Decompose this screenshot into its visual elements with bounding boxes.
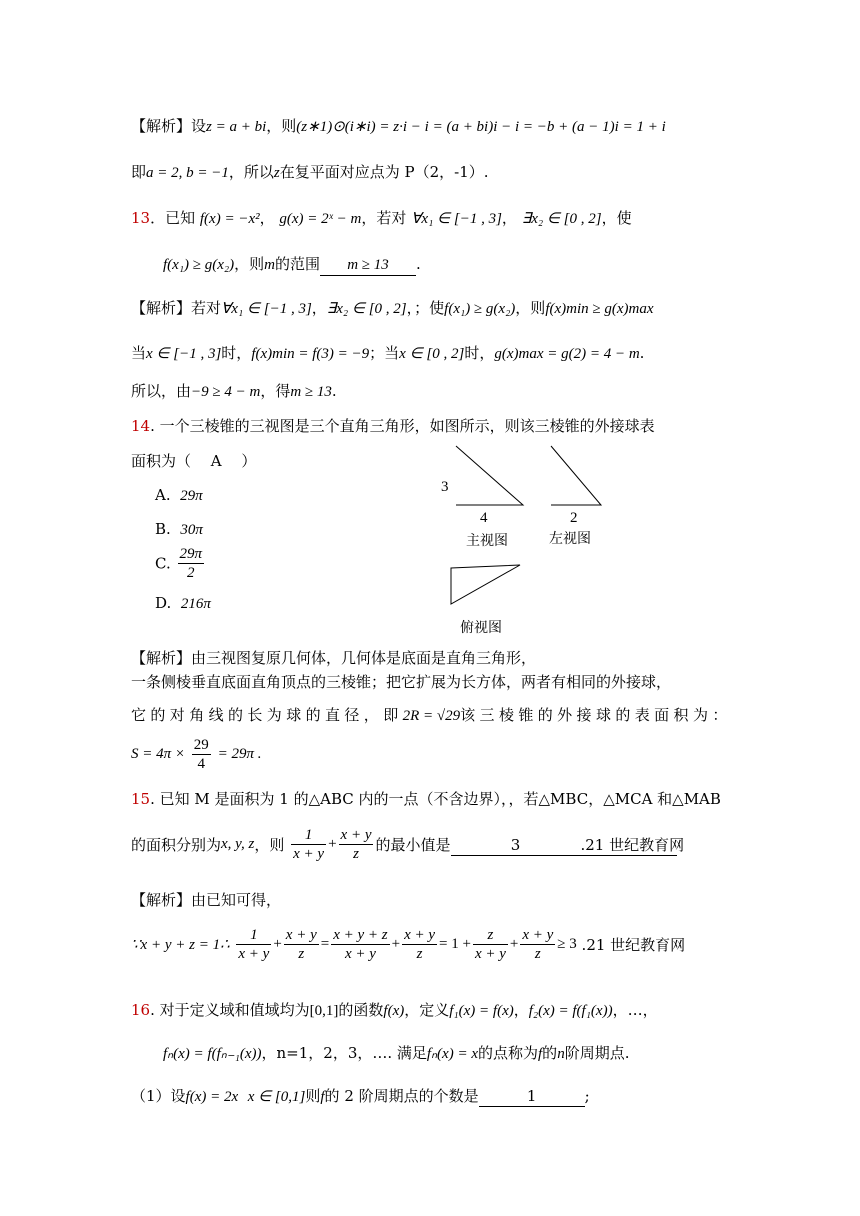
answer-blank-16: 1	[479, 1086, 585, 1107]
question-16-line-2: fₙ(x) = f(fₙ₋₁(x))，n=1，2，3，…. 满足fₙ(x) = x的点称为f的n阶周期点.	[163, 1044, 630, 1062]
question-15-line-2: 的面积分别为x, y, z，则 $\frac{1}{x + y}$ + $\frac{x + y}{z}$ 的最小值是 3 .21 世纪教育网	[131, 827, 685, 862]
choice-c-fraction: $\frac{29\pi}{2}$	[179, 546, 203, 581]
solution-13-line-3: 所以，由−9 ≥ 4 − m，得m ≥ 13.	[131, 382, 337, 400]
question-14-line-1: 14. 一个三棱锥的三视图是三个直角三角形，如图所示，则该三棱锥的外接球表	[131, 417, 655, 435]
solution-14-line-3: 它的对角线的长为球的直径，即2R = √29该三棱锥的外接球的表面积为：	[131, 706, 732, 724]
question-16-part-1: （1）设f(x) = 2x x ∈ [0,1]则f的 2 阶周期点的个数是 1 ;	[131, 1087, 590, 1105]
choice-b: B. 30π	[155, 520, 203, 538]
analysis-line-1: 【解析】设z = a + bi，则(z∗1)⊙(i∗i) = z·i − i = (a + bi)i − i = −b + (a − 1)i = 1 + i	[131, 117, 666, 135]
three-view-figure	[430, 440, 630, 620]
solution-13-line-1: 【解析】若对∀x₁ ∈ [−1 , 3]，∃x₂ ∈ [0 , 2]，；使f(x₁) ≥ g(x₂)，则f(x)min ≥ g(x)max	[131, 299, 654, 317]
side-view-caption: 左视图	[549, 531, 591, 547]
answer-blank-15: 3 .21 世纪教育网	[451, 834, 677, 856]
analysis-line-2: 即a = 2, b = −1，所以z在复平面对应点为 P（2，-1）.	[131, 163, 489, 181]
front-view-label-4: 4	[480, 510, 488, 526]
solution-15-line-1: 【解析】由已知可得，	[131, 891, 282, 909]
choice-a: A. 29π	[155, 486, 203, 504]
question-number-16: 16	[131, 1001, 151, 1019]
solution-13-line-2: 当x ∈ [−1 , 3]时，f(x)min = f(3) = −9；当x ∈ [0 , 2]时，g(x)max = g(2) = 4 − m.	[131, 344, 645, 362]
formula-operation: (z∗1)⊙(i∗i) = z·i − i = (a + bi)i − i = −b + (a − 1)i = 1 + i	[296, 119, 666, 135]
formula-z: z = a + bi	[206, 119, 267, 135]
front-view-triangle	[456, 446, 523, 505]
question-14-line-2: 面积为（ A ）	[131, 452, 257, 470]
question-13-line-1: 13．已知 f(x) = −x²， g(x) = 2ˣ − m，若对 ∀x₁ ∈ [−1 , 3]， ∃x₂ ∈ [0 , 2]，使	[131, 209, 632, 227]
question-number-15: 15	[131, 790, 151, 808]
side-view-triangle	[551, 446, 601, 505]
front-view-caption: 主视图	[466, 533, 508, 549]
analysis-tag: 【解析】	[131, 117, 192, 135]
solution-14-line-4: S = 4π × $\frac{29}{4}$ = 29π .	[131, 737, 262, 772]
choice-d: D. 216π	[155, 594, 211, 612]
solution-14-line-1: 【解析】由三视图复原几何体，几何体是底面是直角三角形，	[131, 649, 537, 667]
question-13-line-2: f(x₁) ≥ g(x₂)，则m的范围 m ≥ 13 .	[163, 254, 421, 276]
question-15-line-1: 15. 已知 M 是面积为 1 的△ABC 内的一点（不含边界），，若△MBC，△MCA 和△MAB	[131, 790, 721, 808]
solution-14-line-2: 一条侧棱垂直底面直角顶点的三棱锥；把它扩展为长方体，两者有相同的外接球，	[131, 673, 672, 691]
answer-blank-13: m ≥ 13	[320, 254, 416, 276]
question-number-13: 13	[131, 209, 151, 227]
solution-15-line-2: ∵x + y + z = 1∴ $\frac{1}{x + y}$ + $\frac{x + y}{z}$ = $\frac{x + y + z}{x + y}$ + $\frac{x + y}{z}$ = 1 + $\frac{z}{x + y}$ + $\frac{x + y}{z}$ ≥ 3 .21 世纪教育网	[131, 927, 686, 962]
choice-c: C. $\frac{29\pi}{2}$	[155, 546, 203, 581]
side-view-label-2: 2	[570, 510, 578, 526]
question-number-14: 14	[131, 417, 151, 435]
front-view-label-3: 3	[441, 479, 449, 495]
question-16-line-1: 16. 对于定义域和值域均为[0,1]的函数f(x)，定义f₁(x) = f(x)，f₂(x) = f(f₁(x))，…，	[131, 1001, 658, 1019]
top-view-caption: 俯视图	[460, 620, 502, 636]
top-view-triangle	[451, 565, 520, 604]
